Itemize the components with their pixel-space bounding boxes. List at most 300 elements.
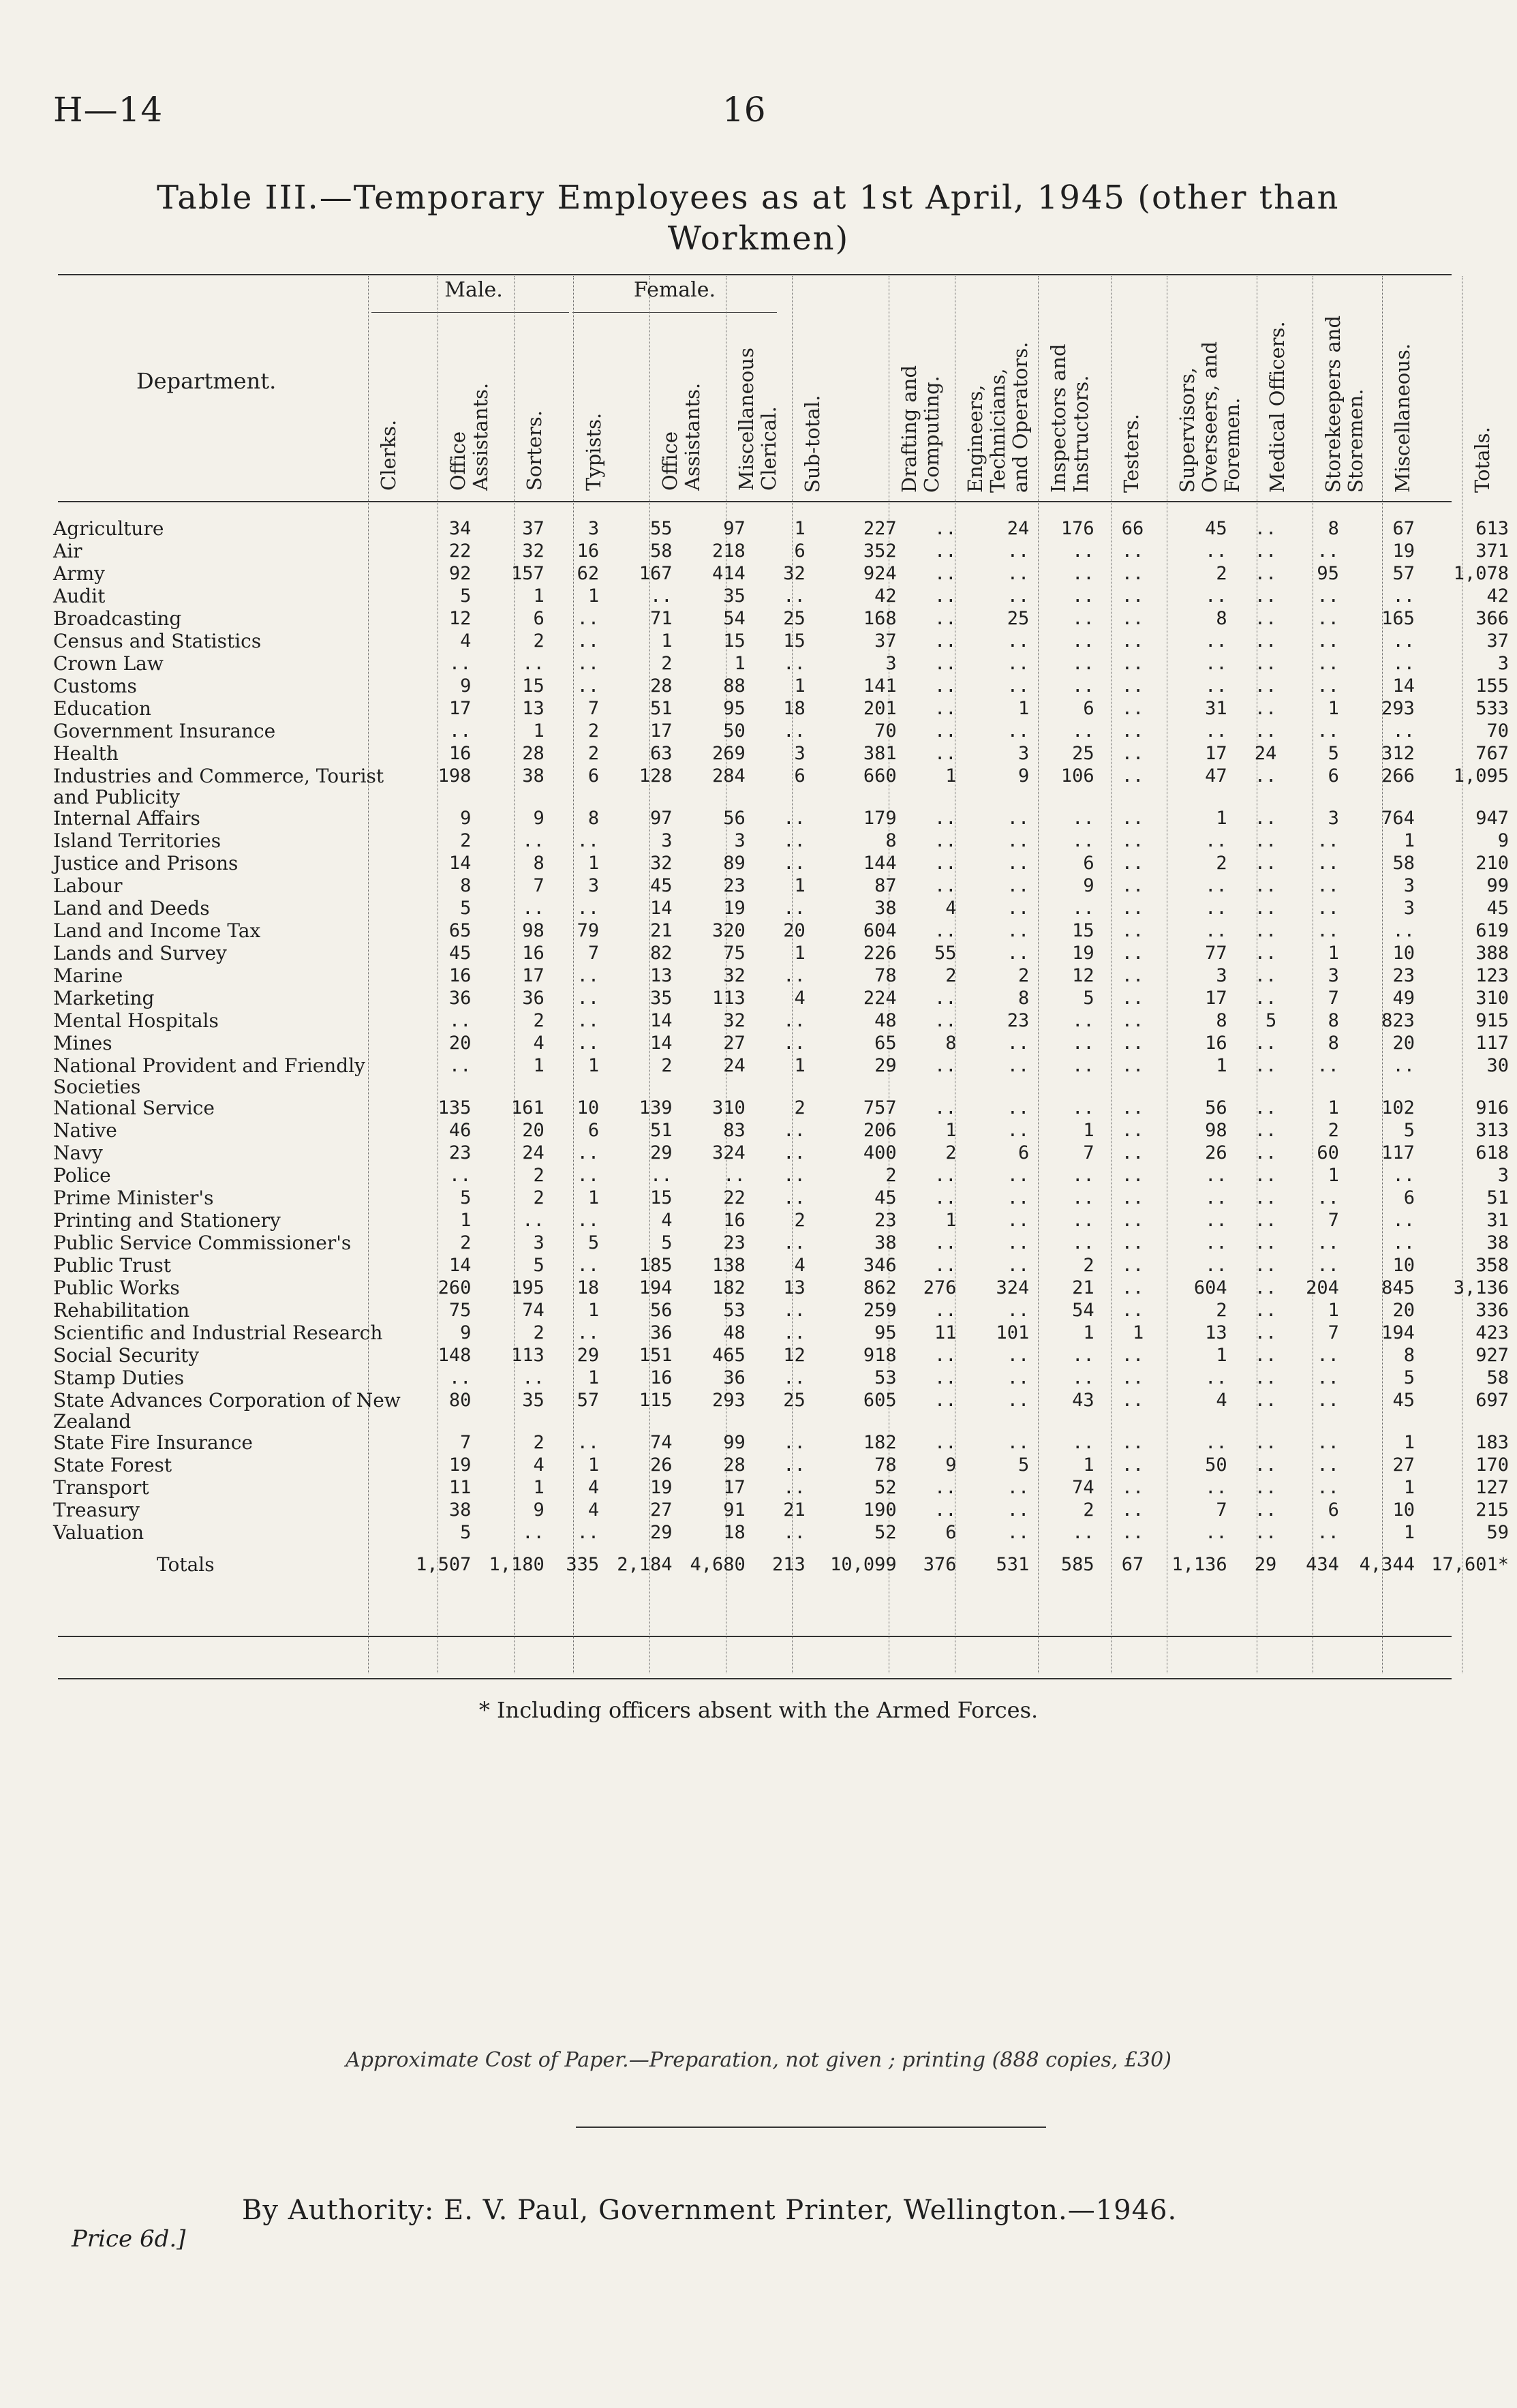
value-cell: ..: [783, 1522, 806, 1543]
value-cell: ..: [1392, 1165, 1415, 1186]
value-cell: 42: [1486, 585, 1509, 607]
value-cell: 1: [1403, 1432, 1415, 1453]
value-cell: ..: [1254, 965, 1277, 986]
value-cell: 23: [723, 875, 746, 896]
value-cell: 924: [863, 563, 897, 584]
value-cell: 8: [1328, 1033, 1339, 1054]
table-bottom-rule: [58, 1678, 1452, 1679]
value-cell: 20: [1392, 1300, 1415, 1321]
value-cell: ..: [522, 830, 545, 851]
value-cell: ..: [1254, 765, 1277, 787]
value-cell: ..: [1121, 898, 1144, 919]
value-cell: ..: [577, 1322, 600, 1343]
value-cell: 613: [1475, 518, 1509, 539]
employees-table: [48, 518, 1517, 1588]
value-cell: 35: [723, 585, 746, 607]
value-cell: ..: [577, 1033, 600, 1054]
value-cell: ..: [1007, 630, 1030, 652]
value-cell: ..: [1121, 808, 1144, 829]
value-cell: 22: [723, 1187, 746, 1208]
value-cell: 23: [448, 1142, 472, 1163]
value-cell: ..: [1254, 563, 1277, 584]
value-cell: ..: [1007, 585, 1030, 607]
value-cell: 7: [1328, 1210, 1339, 1231]
value-cell: 14: [649, 898, 673, 919]
value-cell: 3: [587, 518, 600, 539]
table-row: [48, 630, 1517, 653]
department-cell: Census and Statistics: [53, 630, 262, 652]
value-cell: 16: [522, 943, 545, 964]
column-header: Clerks.: [377, 419, 400, 491]
department-cell: State Fire Insurance: [53, 1431, 253, 1454]
value-cell: 75: [723, 943, 746, 964]
value-cell: 1: [587, 585, 600, 607]
value-cell: 47: [1205, 765, 1227, 787]
value-cell: ..: [1121, 630, 1144, 652]
table-row: [48, 563, 1517, 585]
value-cell: 98: [1205, 1120, 1227, 1141]
value-cell: 10,099: [830, 1554, 897, 1575]
value-cell: 2: [794, 1097, 806, 1118]
value-cell: 8: [945, 1033, 957, 1054]
value-cell: 27: [723, 1033, 746, 1054]
value-cell: 2,184: [617, 1554, 673, 1575]
value-cell: 66: [1121, 518, 1144, 539]
value-cell: 12: [448, 608, 472, 629]
value-cell: 2: [1083, 1255, 1094, 1276]
value-cell: ..: [1072, 1345, 1094, 1366]
table-row: [48, 720, 1517, 743]
table-row: [48, 653, 1517, 675]
value-cell: 58: [649, 540, 673, 562]
table-row: [48, 1010, 1517, 1033]
value-cell: 5: [1403, 1120, 1415, 1141]
value-cell: ..: [577, 898, 600, 919]
value-cell: 65: [874, 1033, 897, 1054]
column-header: Miscellaneous Clerical.: [735, 348, 780, 491]
value-cell: 170: [1475, 1454, 1509, 1476]
value-cell: 346: [863, 1255, 897, 1276]
table-row: [48, 1300, 1517, 1322]
value-cell: 25: [1007, 608, 1030, 629]
value-cell: 284: [712, 765, 746, 787]
value-cell: 36: [448, 988, 472, 1009]
value-cell: 13: [522, 698, 545, 719]
value-cell: 823: [1381, 1010, 1415, 1031]
authority-line: By Authority: E. V. Paul, Government Printer, Wellington.—1946.: [242, 2195, 1178, 2226]
value-cell: 70: [874, 720, 897, 742]
value-cell: 65: [448, 920, 472, 941]
value-cell: 4: [533, 1033, 545, 1054]
value-cell: ..: [1007, 1522, 1030, 1543]
value-cell: ..: [783, 1432, 806, 1453]
value-cell: ..: [1121, 1097, 1144, 1118]
value-cell: ..: [448, 1367, 472, 1388]
value-cell: ..: [1254, 1499, 1277, 1521]
value-cell: 1: [1328, 1097, 1339, 1118]
value-cell: ..: [934, 1499, 957, 1521]
value-cell: 6: [1328, 1499, 1339, 1521]
value-cell: 46: [448, 1120, 472, 1141]
value-cell: 36: [649, 1322, 673, 1343]
value-cell: 57: [1392, 563, 1415, 584]
value-cell: ..: [1205, 1232, 1227, 1253]
value-cell: 1: [1216, 1345, 1227, 1366]
value-cell: 19: [649, 1477, 673, 1498]
value-cell: 16: [448, 743, 472, 764]
value-cell: ..: [1205, 1522, 1227, 1543]
value-cell: 335: [566, 1554, 600, 1575]
value-cell: 434: [1306, 1554, 1339, 1575]
value-cell: 213: [771, 1554, 806, 1575]
value-cell: 6: [1403, 1187, 1415, 1208]
value-cell: 17: [1205, 988, 1227, 1009]
value-cell: 128: [639, 765, 673, 787]
value-cell: 29: [874, 1055, 897, 1076]
value-cell: ..: [1254, 675, 1277, 697]
value-cell: 19: [1072, 943, 1094, 964]
value-cell: ..: [1072, 1097, 1094, 1118]
value-cell: ..: [1072, 720, 1094, 742]
value-cell: 226: [863, 943, 897, 964]
column-header: Totals.: [1471, 427, 1494, 493]
value-cell: 10: [1392, 1255, 1415, 1276]
value-cell: 10: [577, 1097, 600, 1118]
value-cell: 117: [1381, 1142, 1415, 1163]
value-cell: ..: [1254, 1432, 1277, 1453]
value-cell: ..: [1007, 1232, 1030, 1253]
value-cell: ..: [934, 1010, 957, 1031]
value-cell: 947: [1475, 808, 1509, 829]
value-cell: 15: [1072, 920, 1094, 941]
value-cell: ..: [1121, 1055, 1144, 1076]
value-cell: ..: [1254, 1055, 1277, 1076]
value-cell: 1: [533, 1477, 545, 1498]
column-header: Medical Officers.: [1266, 321, 1289, 493]
value-cell: 2: [1017, 965, 1030, 986]
value-cell: ..: [577, 830, 600, 851]
value-cell: 4: [460, 630, 472, 652]
value-cell: 82: [649, 943, 673, 964]
value-cell: 2: [794, 1210, 806, 1231]
column-header: Engineers, Technicians, and Operators.: [964, 341, 1032, 493]
value-cell: 45: [1205, 518, 1227, 539]
value-cell: ..: [1317, 898, 1339, 919]
value-cell: 155: [1475, 675, 1509, 697]
value-cell: ..: [1007, 1120, 1030, 1141]
value-cell: ..: [1121, 1210, 1144, 1231]
value-cell: ..: [1072, 1033, 1094, 1054]
value-cell: ..: [1121, 1432, 1144, 1453]
value-cell: 619: [1475, 920, 1509, 941]
column-header: Inspectors and Instructors.: [1047, 344, 1092, 493]
value-cell: 366: [1475, 608, 1509, 629]
value-cell: 371: [1475, 540, 1509, 562]
value-cell: 24: [522, 1142, 545, 1163]
cost-note: Approximate Cost of Paper.—Preparation, not given ; printing (888 copies, £30): [346, 2048, 1171, 2072]
value-cell: 12: [783, 1345, 806, 1366]
value-cell: ..: [783, 1120, 806, 1141]
value-cell: 1: [1216, 808, 1227, 829]
value-cell: 115: [639, 1390, 673, 1411]
value-cell: ..: [577, 1432, 600, 1453]
value-cell: 7: [587, 698, 600, 719]
value-cell: ..: [577, 1142, 600, 1163]
value-cell: ..: [1072, 608, 1094, 629]
value-cell: 58: [1392, 853, 1415, 874]
value-cell: ..: [1317, 585, 1339, 607]
department-cell: Navy: [53, 1142, 103, 1164]
value-cell: 179: [863, 808, 897, 829]
value-cell: 3: [1216, 965, 1227, 986]
table-row: [48, 1255, 1517, 1277]
group-male-rule: [371, 312, 569, 313]
value-cell: 9: [1083, 875, 1094, 896]
column-header: Testers.: [1120, 414, 1143, 493]
table-row: [48, 608, 1517, 630]
value-cell: 113: [510, 1345, 545, 1366]
value-cell: 310: [1475, 988, 1509, 1009]
value-cell: ..: [448, 653, 472, 674]
value-cell: 45: [874, 1187, 897, 1208]
value-cell: ..: [1317, 1432, 1339, 1453]
value-cell: ..: [1392, 630, 1415, 652]
value-cell: 127: [1475, 1477, 1509, 1498]
group-female: Female.: [633, 278, 716, 302]
value-cell: 352: [863, 540, 897, 562]
table-row: [48, 765, 1517, 808]
value-cell: 67: [1392, 518, 1415, 539]
value-cell: 10: [1392, 943, 1415, 964]
value-cell: 8: [1403, 1345, 1415, 1366]
table-row: [48, 698, 1517, 720]
value-cell: ..: [1254, 920, 1277, 941]
value-cell: 5: [533, 1255, 545, 1276]
value-cell: ..: [1254, 653, 1277, 674]
value-cell: 17: [723, 1477, 746, 1498]
value-cell: ..: [934, 1187, 957, 1208]
value-cell: 77: [1205, 943, 1227, 964]
value-cell: ..: [1072, 1055, 1094, 1076]
value-cell: 32: [522, 540, 545, 562]
value-cell: 60: [1317, 1142, 1339, 1163]
value-cell: 4: [794, 1255, 806, 1276]
value-cell: ..: [1317, 1232, 1339, 1253]
group-female-rule: [572, 312, 777, 313]
value-cell: ..: [1205, 653, 1227, 674]
value-cell: 74: [649, 1432, 673, 1453]
table-row: [48, 830, 1517, 853]
value-cell: ..: [934, 1477, 957, 1498]
value-cell: ..: [1317, 853, 1339, 874]
value-cell: 123: [1475, 965, 1509, 986]
value-cell: ..: [1254, 540, 1277, 562]
value-cell: 5: [460, 1187, 472, 1208]
value-cell: ..: [1007, 1255, 1030, 1276]
value-cell: ..: [1121, 608, 1144, 629]
table-row: [48, 1277, 1517, 1300]
department-cell: National Provident and Friendly Societies: [53, 1054, 365, 1098]
department-cell: Education: [53, 697, 151, 720]
value-cell: 28: [723, 1454, 746, 1476]
table-row: [48, 943, 1517, 965]
value-cell: 3: [885, 653, 897, 674]
value-cell: 28: [522, 743, 545, 764]
value-cell: 20: [448, 1033, 472, 1054]
value-cell: 3: [1497, 653, 1509, 674]
value-cell: 24: [1254, 743, 1277, 764]
value-cell: 20: [1392, 1033, 1415, 1054]
value-cell: 259: [863, 1300, 897, 1321]
value-cell: ..: [1254, 1454, 1277, 1476]
value-cell: 21: [649, 920, 673, 941]
value-cell: 6: [1328, 765, 1339, 787]
value-cell: ..: [934, 1055, 957, 1076]
value-cell: 423: [1475, 1322, 1509, 1343]
value-cell: 1: [533, 720, 545, 742]
table-row: [48, 1055, 1517, 1097]
value-cell: 1: [1133, 1322, 1144, 1343]
value-cell: 1: [533, 585, 545, 607]
value-cell: 25: [783, 1390, 806, 1411]
value-cell: 52: [874, 1477, 897, 1498]
department-cell: Valuation: [53, 1521, 144, 1544]
value-cell: ..: [1072, 1165, 1094, 1186]
department-cell: Police: [53, 1164, 111, 1187]
value-cell: ..: [1121, 675, 1144, 697]
value-cell: ..: [783, 830, 806, 851]
table-row: [48, 1142, 1517, 1165]
value-cell: ..: [934, 920, 957, 941]
value-cell: 2: [460, 830, 472, 851]
value-cell: 585: [1060, 1554, 1094, 1575]
value-cell: ..: [1317, 1255, 1339, 1276]
authority-rule: [576, 2127, 1046, 2128]
table-row: [48, 1097, 1517, 1120]
value-cell: 2: [661, 653, 673, 674]
value-cell: ..: [1317, 540, 1339, 562]
value-cell: 17: [448, 698, 472, 719]
value-cell: 310: [712, 1097, 746, 1118]
value-cell: 8: [885, 830, 897, 851]
value-cell: 2: [533, 630, 545, 652]
value-cell: 400: [863, 1142, 897, 1163]
table-row: [48, 1120, 1517, 1142]
department-cell: Lands and Survey: [53, 942, 227, 964]
value-cell: 54: [723, 608, 746, 629]
value-cell: ..: [1317, 1367, 1339, 1388]
value-cell: 376: [923, 1554, 957, 1575]
department-cell: Mines: [53, 1032, 112, 1054]
table-row: [48, 1454, 1517, 1477]
value-cell: 8: [1328, 518, 1339, 539]
value-cell: ..: [1205, 875, 1227, 896]
value-cell: ..: [934, 630, 957, 652]
department-cell: Customs: [53, 675, 137, 697]
value-cell: 218: [712, 540, 746, 562]
value-cell: 1: [1216, 1055, 1227, 1076]
value-cell: 63: [649, 743, 673, 764]
value-cell: ..: [1121, 1010, 1144, 1031]
value-cell: 26: [1205, 1142, 1227, 1163]
value-cell: 2: [661, 1055, 673, 1076]
value-cell: ..: [1007, 1477, 1030, 1498]
value-cell: ..: [1007, 1300, 1030, 1321]
value-cell: ..: [934, 830, 957, 851]
value-cell: ..: [934, 988, 957, 1009]
value-cell: ..: [1254, 1522, 1277, 1543]
value-cell: 266: [1381, 765, 1415, 787]
value-cell: ..: [783, 1033, 806, 1054]
value-cell: 1: [945, 1120, 957, 1141]
value-cell: ..: [1007, 875, 1030, 896]
value-cell: ..: [1317, 1390, 1339, 1411]
value-cell: ..: [1317, 1187, 1339, 1208]
value-cell: 4: [945, 898, 957, 919]
value-cell: 37: [1486, 630, 1509, 652]
value-cell: ..: [934, 698, 957, 719]
value-cell: 12: [1072, 965, 1094, 986]
value-cell: ..: [1317, 1454, 1339, 1476]
value-cell: 1: [587, 853, 600, 874]
value-cell: 30: [1486, 1055, 1509, 1076]
value-cell: ..: [1072, 563, 1094, 584]
value-cell: 97: [649, 808, 673, 829]
department-cell: Treasury: [53, 1499, 140, 1521]
value-cell: 312: [1381, 743, 1415, 764]
value-cell: ..: [1121, 765, 1144, 787]
table-row: [48, 965, 1517, 988]
value-cell: 51: [1486, 1187, 1509, 1208]
value-cell: 165: [1381, 608, 1415, 629]
value-cell: ..: [1121, 653, 1144, 674]
value-cell: ..: [1205, 1255, 1227, 1276]
value-cell: ..: [1254, 830, 1277, 851]
value-cell: ..: [1254, 1097, 1277, 1118]
value-cell: ..: [783, 585, 806, 607]
value-cell: 618: [1475, 1142, 1509, 1163]
table-row: [48, 1210, 1517, 1232]
value-cell: 845: [1381, 1277, 1415, 1298]
value-cell: ..: [577, 608, 600, 629]
value-cell: 17,601*: [1431, 1554, 1509, 1575]
value-cell: ..: [934, 1300, 957, 1321]
value-cell: ..: [1072, 1210, 1094, 1231]
value-cell: 48: [723, 1322, 746, 1343]
table-row: [48, 1432, 1517, 1454]
department-cell: Justice and Prisons: [53, 852, 239, 874]
value-cell: 89: [723, 853, 746, 874]
value-cell: ..: [1007, 1499, 1030, 1521]
value-cell: 767: [1475, 743, 1509, 764]
value-cell: 916: [1475, 1097, 1509, 1118]
value-cell: 51: [649, 1120, 673, 1141]
department-cell: Stamp Duties: [53, 1367, 185, 1389]
value-cell: ..: [1072, 830, 1094, 851]
value-cell: 56: [1205, 1097, 1227, 1118]
value-cell: ..: [1007, 563, 1030, 584]
value-cell: ..: [1007, 1097, 1030, 1118]
value-cell: ..: [1317, 920, 1339, 941]
value-cell: 224: [863, 988, 897, 1009]
value-cell: ..: [934, 1255, 957, 1276]
value-cell: 1: [460, 1210, 472, 1231]
value-cell: 660: [863, 765, 897, 787]
value-cell: ..: [934, 1165, 957, 1186]
value-cell: 141: [863, 675, 897, 697]
value-cell: ..: [1121, 563, 1144, 584]
value-cell: 102: [1381, 1097, 1415, 1118]
